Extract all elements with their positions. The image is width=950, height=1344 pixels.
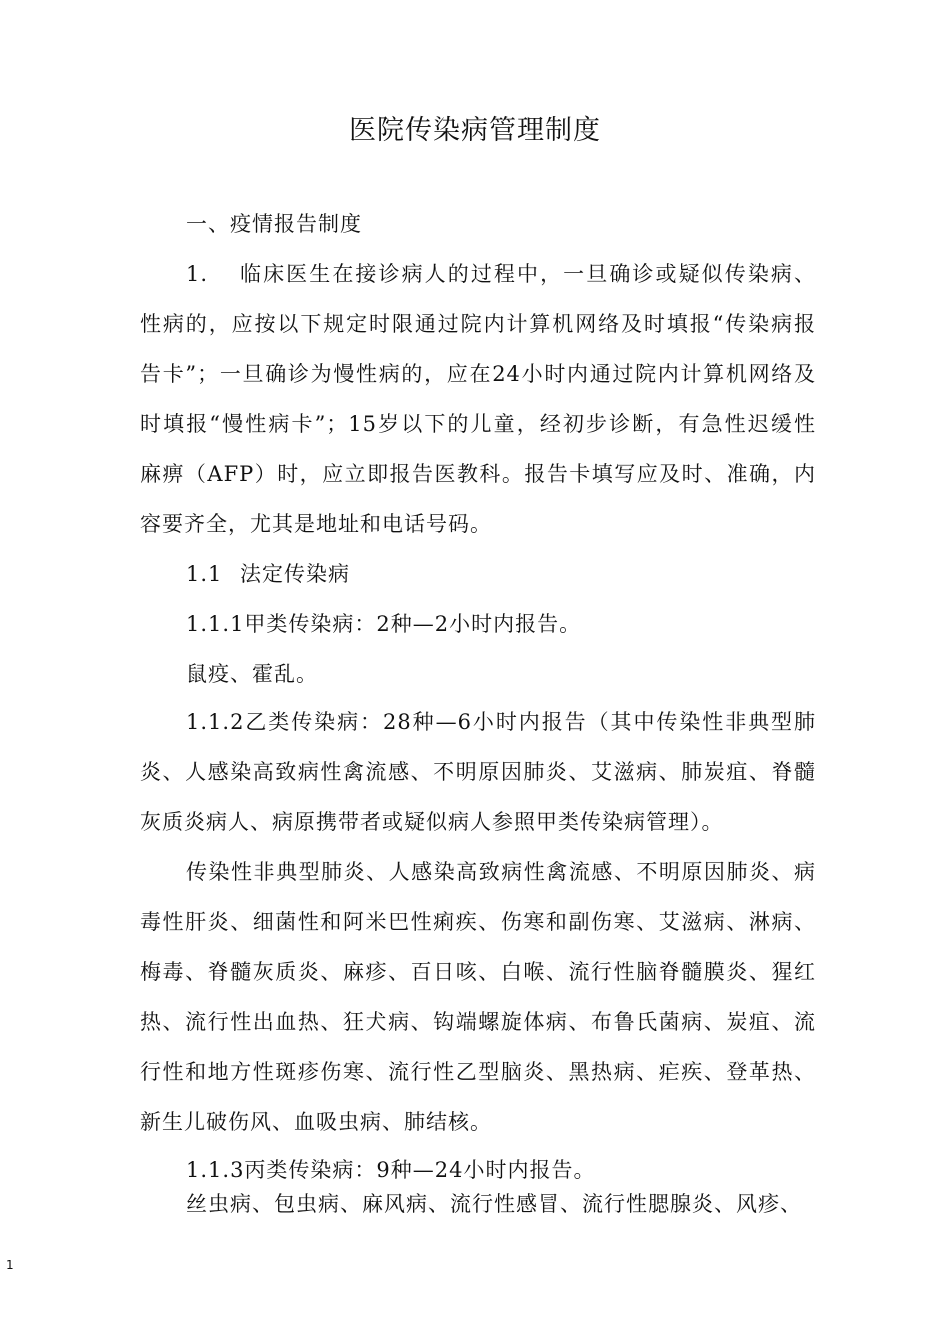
para1-line: 临床医生在接诊病人的过程中，一旦确诊或疑似传染病、 xyxy=(240,262,816,286)
class-a-heading: 1.1.1甲类传染病：2种—2小时内报告。 xyxy=(186,612,582,636)
class-b-line: 1.1.2乙类传染病：28种—6小时内报告（其中传染性非典型肺 xyxy=(186,710,816,734)
class-c-list-line: 丝虫病、包虫病、麻风病、流行性感冒、流行性腮腺炎、风疹、 xyxy=(186,1192,802,1216)
document-title: 医院传染病管理制度 xyxy=(349,115,601,146)
sub-1-1-number: 1.1 xyxy=(186,562,223,586)
sub-1-1-label: 法定传染病 xyxy=(240,562,350,586)
class-b-list-line: 新生儿破伤风、血吸虫病、肺结核。 xyxy=(140,1110,492,1134)
class-b-list-line: 热、流行性出血热、狂犬病、钩端螺旋体病、布鲁氏菌病、炭疽、流 xyxy=(140,1010,816,1034)
class-b-list-line: 毒性肝炎、细菌性和阿米巴性痢疾、伤寒和副伤寒、艾滋病、淋病、 xyxy=(140,910,816,934)
class-a-list: 鼠疫、霍乱。 xyxy=(186,662,318,686)
para1-line: 性病的，应按以下规定时限通过院内计算机网络及时填报“传染病报 xyxy=(140,312,816,336)
para1-number: 1. xyxy=(186,262,209,286)
class-b-list-line: 传染性非典型肺炎、人感染高致病性禽流感、不明原因肺炎、病 xyxy=(186,860,816,884)
section-heading: 一、疫情报告制度 xyxy=(186,212,362,236)
para1-line: 麻痹（AFP）时，应立即报告医教科。报告卡填写应及时、准确，内 xyxy=(140,462,816,486)
class-c-heading: 1.1.3丙类传染病：9种—24小时内报告。 xyxy=(186,1158,596,1182)
para1-line: 告卡”；一旦确诊为慢性病的，应在24小时内通过院内计算机网络及 xyxy=(140,362,816,386)
class-b-list-line: 梅毒、脊髓灰质炎、麻疹、百日咳、白喉、流行性脑脊髓膜炎、猩红 xyxy=(140,960,816,984)
para1-line: 容要齐全，尤其是地址和电话号码。 xyxy=(140,512,492,536)
class-b-line: 灰质炎病人、病原携带者或疑似病人参照甲类传染病管理）。 xyxy=(140,810,724,834)
page-number: 1 xyxy=(6,1258,14,1272)
para1-line: 时填报“慢性病卡”；15岁以下的儿童，经初步诊断，有急性迟缓性 xyxy=(140,412,816,436)
class-b-list-line: 行性和地方性斑疹伤寒、流行性乙型脑炎、黑热病、疟疾、登革热、 xyxy=(140,1060,816,1084)
class-b-line: 炎、人感染高致病性禽流感、不明原因肺炎、艾滋病、肺炭疽、脊髓 xyxy=(140,760,816,784)
